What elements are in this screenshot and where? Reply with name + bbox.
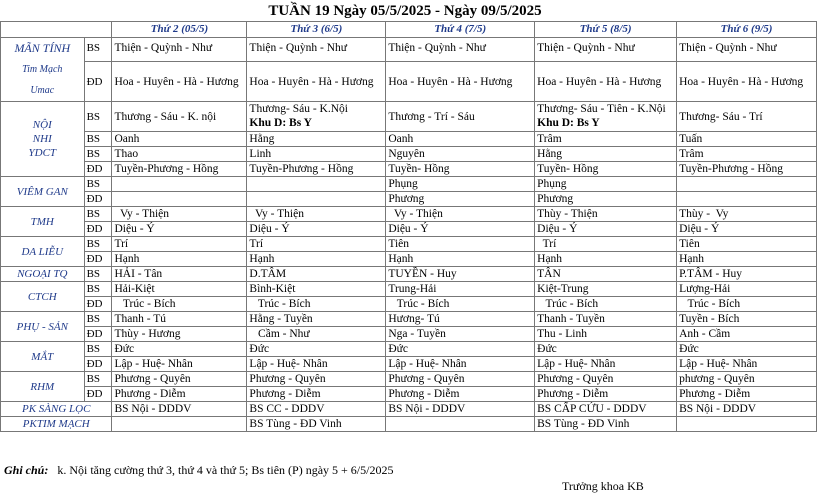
- table-cell: BS Nội - DDDV: [677, 402, 817, 417]
- table-cell: BS CC - DDDV: [247, 402, 386, 417]
- table-cell: Trâm: [677, 147, 817, 162]
- table-cell: Trúc - Bích: [247, 297, 386, 312]
- table-row: [1, 62, 817, 102]
- dept-tmh: TMH: [1, 207, 85, 237]
- table-cell: TUYỀN - Huy: [386, 267, 535, 282]
- table-cell: Hằng - Tuyền: [247, 312, 386, 327]
- table-cell: [677, 417, 817, 432]
- table-cell: Diệu - Ý: [386, 222, 535, 237]
- table-cell: Trí: [535, 237, 677, 252]
- table-cell: Thùy - Thiện: [535, 207, 677, 222]
- table-cell: Phương - Diễm: [247, 387, 386, 402]
- dept-ctch: CTCH: [1, 282, 85, 312]
- table-row: [1, 102, 817, 132]
- table-cell: Tuấn: [677, 132, 817, 147]
- table-cell: Hoa - Huyên - Hà - Hương: [112, 62, 247, 102]
- table-cell: [112, 177, 247, 192]
- table-cell: Thao: [112, 147, 247, 162]
- table-cell: Thiện - Quỳnh - Như: [247, 38, 386, 62]
- table-cell: Thương- Sáu - Trí: [677, 102, 817, 132]
- table-cell: Phương - Diễm: [677, 387, 817, 402]
- table-cell: Bình-Kiệt: [247, 282, 386, 297]
- table-cell: BS Tùng - ĐD Vinh: [535, 417, 677, 432]
- role-cell: ĐD: [84, 62, 112, 102]
- table-cell: Trúc - Bích: [677, 297, 817, 312]
- table-cell: Phương - Quyên: [535, 372, 677, 387]
- table-cell: BS Tùng - ĐD Vinh: [247, 417, 386, 432]
- note-text: k. Nội tăng cường thứ 3, thứ 4 và thứ 5; Bs tiên (P) ngày 5 + 6/5/2025: [57, 463, 394, 477]
- table-cell: Đức: [112, 342, 247, 357]
- table-cell: D.TÂM: [247, 267, 386, 282]
- table-cell: Diệu - Ý: [535, 222, 677, 237]
- table-cell: Hoa - Huyên - Hà - Hương: [535, 62, 677, 102]
- table-row: [1, 267, 817, 282]
- table-cell: Tiên: [677, 237, 817, 252]
- table-cell: Thùy - Hương: [112, 327, 247, 342]
- table-cell: Tuyền-Phương - Hồng: [112, 162, 247, 177]
- table-row: [1, 147, 817, 162]
- table-cell: Thương - Trí - Sáu: [386, 102, 535, 132]
- table-cell: [247, 192, 386, 207]
- table-cell: Vy - Thiện: [386, 207, 535, 222]
- table-cell: Tuyền-Phương - Hồng: [247, 162, 386, 177]
- table-cell: Lập - Huệ- Nhân: [677, 357, 817, 372]
- role-cell: ĐD: [84, 252, 112, 267]
- table-cell: Oanh: [112, 132, 247, 147]
- table-cell: Lập - Huệ- Nhân: [247, 357, 386, 372]
- table-row: [1, 177, 817, 192]
- table-cell: [677, 177, 817, 192]
- table-cell: Phương - Diễm: [386, 387, 535, 402]
- day-header-fri: Thứ 6 (9/5): [677, 22, 817, 38]
- table-cell: Tuyền - Bích: [677, 312, 817, 327]
- table-row: [1, 357, 817, 372]
- table-cell: Đức: [677, 342, 817, 357]
- table-row: [1, 38, 817, 62]
- table-cell: Lập - Huệ- Nhân: [535, 357, 677, 372]
- role-cell: BS: [84, 38, 112, 62]
- table-cell: Nguyên: [386, 147, 535, 162]
- table-cell: Oanh: [386, 132, 535, 147]
- table-cell: Hoa - Huyên - Hà - Hương: [247, 62, 386, 102]
- header-blank: [1, 22, 112, 38]
- table-cell: Hạnh: [677, 252, 817, 267]
- role-cell: ĐD: [84, 192, 112, 207]
- table-cell: Phương - Diễm: [535, 387, 677, 402]
- table-cell: Phụng: [386, 177, 535, 192]
- table-row: [1, 132, 817, 147]
- table-row: [1, 162, 817, 177]
- role-cell: ĐD: [84, 222, 112, 237]
- table-cell: Diệu - Ý: [677, 222, 817, 237]
- table-cell: [677, 192, 817, 207]
- khu-d-note: Khu D: Bs Y: [537, 117, 600, 129]
- table-cell: Vy - Thiện: [112, 207, 247, 222]
- table-cell: Thu - Linh: [535, 327, 677, 342]
- footer-note: [4, 463, 393, 478]
- role-cell: ĐD: [84, 297, 112, 312]
- table-cell: Thanh - Tú: [112, 312, 247, 327]
- day-header-wed: Thứ 4 (7/5): [386, 22, 535, 38]
- table-cell: HẢI - Tân: [112, 267, 247, 282]
- table-row: [1, 207, 817, 222]
- table-cell: Nga - Tuyền: [386, 327, 535, 342]
- role-cell: BS: [84, 372, 112, 387]
- table-cell: Hạnh: [535, 252, 677, 267]
- page-title: TUẦN 19 Ngày 05/5/2025 - Ngày 09/5/2025: [268, 3, 542, 19]
- table-cell: [247, 177, 386, 192]
- table-cell: Hằng: [247, 132, 386, 147]
- table-cell: Thanh - Tuyền: [535, 312, 677, 327]
- table-cell: Phương: [386, 192, 535, 207]
- table-cell: Trúc - Bích: [535, 297, 677, 312]
- table-cell: Phương - Quyên: [386, 372, 535, 387]
- role-cell: BS: [84, 177, 112, 192]
- role-cell: ĐD: [84, 357, 112, 372]
- table-cell: Đức: [386, 342, 535, 357]
- table-cell: Thiện - Quỳnh - Như: [535, 38, 677, 62]
- dept-noi-nhi-ydct: NỘI NHI YDCT: [1, 102, 85, 177]
- table-row: [1, 312, 817, 327]
- table-cell: Trúc - Bích: [112, 297, 247, 312]
- schedule-table: [0, 21, 817, 432]
- table-cell: Phương - Quyên: [247, 372, 386, 387]
- table-cell: Hạnh: [112, 252, 247, 267]
- table-cell: Tuyền-Phương - Hồng: [677, 162, 817, 177]
- table-row: [1, 342, 817, 357]
- table-row: [1, 402, 817, 417]
- role-cell: ĐD: [84, 327, 112, 342]
- table-cell: Thùy - Vy: [677, 207, 817, 222]
- day-header-mon: Thứ 2 (05/5): [112, 22, 247, 38]
- table-row: [1, 237, 817, 252]
- day-header-tue: Thứ 3 (6/5): [247, 22, 386, 38]
- table-cell: Vy - Thiện: [247, 207, 386, 222]
- table-cell: Hạnh: [386, 252, 535, 267]
- role-cell: BS: [84, 102, 112, 132]
- table-cell: [112, 192, 247, 207]
- table-cell: Lập - Huệ- Nhân: [112, 357, 247, 372]
- table-cell: Thiện - Quỳnh - Như: [386, 38, 535, 62]
- table-cell: Cầm - Như: [247, 327, 386, 342]
- table-cell: Trung-Hải: [386, 282, 535, 297]
- table-cell: Thương- Sáu - Tiên - K.Nội Khu D: Bs Y: [535, 102, 677, 132]
- table-cell: Hoa - Huyên - Hà - Hương: [386, 62, 535, 102]
- table-row: [1, 372, 817, 387]
- table-cell: Thiện - Quỳnh - Như: [677, 38, 817, 62]
- table-cell: Trí: [247, 237, 386, 252]
- role-cell: BS: [84, 237, 112, 252]
- table-cell: Trí: [112, 237, 247, 252]
- table-cell: BS Nội - DDDV: [112, 402, 247, 417]
- table-cell: Tiên: [386, 237, 535, 252]
- table-cell: Lượng-Hải: [677, 282, 817, 297]
- table-cell: Hương- Tú: [386, 312, 535, 327]
- table-cell: Đức: [247, 342, 386, 357]
- table-row: [1, 387, 817, 402]
- table-cell: [386, 417, 535, 432]
- table-cell: Tuyền- Hồng: [535, 162, 677, 177]
- table-cell: Hoa - Huyên - Hà - Hương: [677, 62, 817, 102]
- table-cell: Lập - Huệ- Nhân: [386, 357, 535, 372]
- role-cell: BS: [84, 342, 112, 357]
- table-cell: Diệu - Ý: [247, 222, 386, 237]
- table-cell: Thiện - Quỳnh - Như: [112, 38, 247, 62]
- role-cell: BS: [84, 207, 112, 222]
- dept-ngoai-tq: NGOẠI TQ: [1, 267, 85, 282]
- table-cell: TÂN: [535, 267, 677, 282]
- dept-man-tinh: MÃN TÍNH Tim Mạch Umac: [1, 38, 85, 102]
- role-cell: ĐD: [84, 162, 112, 177]
- table-cell: BS CẤP CỨU - DDDV: [535, 402, 677, 417]
- table-cell: Thương- Sáu - K.Nội Khu D: Bs Y: [247, 102, 386, 132]
- dept-rhm: RHM: [1, 372, 85, 402]
- role-cell: BS: [84, 147, 112, 162]
- khu-d-note: Khu D: Bs Y: [249, 117, 312, 129]
- table-cell: phương - Quyên: [677, 372, 817, 387]
- table-cell: Trâm: [535, 132, 677, 147]
- table-cell: P.TÂM - Huy: [677, 267, 817, 282]
- role-cell: BS: [84, 267, 112, 282]
- note-label: Ghi chú:: [4, 463, 49, 477]
- table-row: [1, 222, 817, 237]
- table-cell: Tuyền- Hồng: [386, 162, 535, 177]
- table-row: [1, 297, 817, 312]
- dept-viem-gan: VIÊM GAN: [1, 177, 85, 207]
- header-row: [1, 22, 817, 38]
- table-cell: Trúc - Bích: [386, 297, 535, 312]
- table-cell: Đức: [535, 342, 677, 357]
- table-row: [1, 252, 817, 267]
- table-cell: Linh: [247, 147, 386, 162]
- table-cell: BS Nội - DDDV: [386, 402, 535, 417]
- dept-mat: MẮT: [1, 342, 85, 372]
- table-row: [1, 282, 817, 297]
- role-cell: ĐD: [84, 387, 112, 402]
- table-cell: Kiệt-Trung: [535, 282, 677, 297]
- table-cell: Thương - Sáu - K. nội: [112, 102, 247, 132]
- role-cell: BS: [84, 132, 112, 147]
- table-cell: [112, 417, 247, 432]
- table-cell: Hải-Kiệt: [112, 282, 247, 297]
- dept-pktim-mach: PKTIM MẠCH: [1, 417, 112, 432]
- table-cell: Diệu - Ý: [112, 222, 247, 237]
- table-cell: Hằng: [535, 147, 677, 162]
- day-header-thu: Thứ 5 (8/5): [535, 22, 677, 38]
- table-row: [1, 417, 817, 432]
- dept-da-lieu: DA LIỄU: [1, 237, 85, 267]
- table-row: [1, 327, 817, 342]
- table-cell: Phương: [535, 192, 677, 207]
- dept-phu-san: PHỤ - SẢN: [1, 312, 85, 342]
- table-row: [1, 192, 817, 207]
- role-cell: BS: [84, 282, 112, 297]
- table-cell: Phương - Diễm: [112, 387, 247, 402]
- table-cell: Hạnh: [247, 252, 386, 267]
- table-cell: Phụng: [535, 177, 677, 192]
- dept-pk-sang-loc: PK SÀNG LỌC: [1, 402, 112, 417]
- signature: Trưởng khoa KB: [562, 479, 644, 493]
- table-cell: Phương - Quyên: [112, 372, 247, 387]
- role-cell: BS: [84, 312, 112, 327]
- table-cell: Anh - Cầm: [677, 327, 817, 342]
